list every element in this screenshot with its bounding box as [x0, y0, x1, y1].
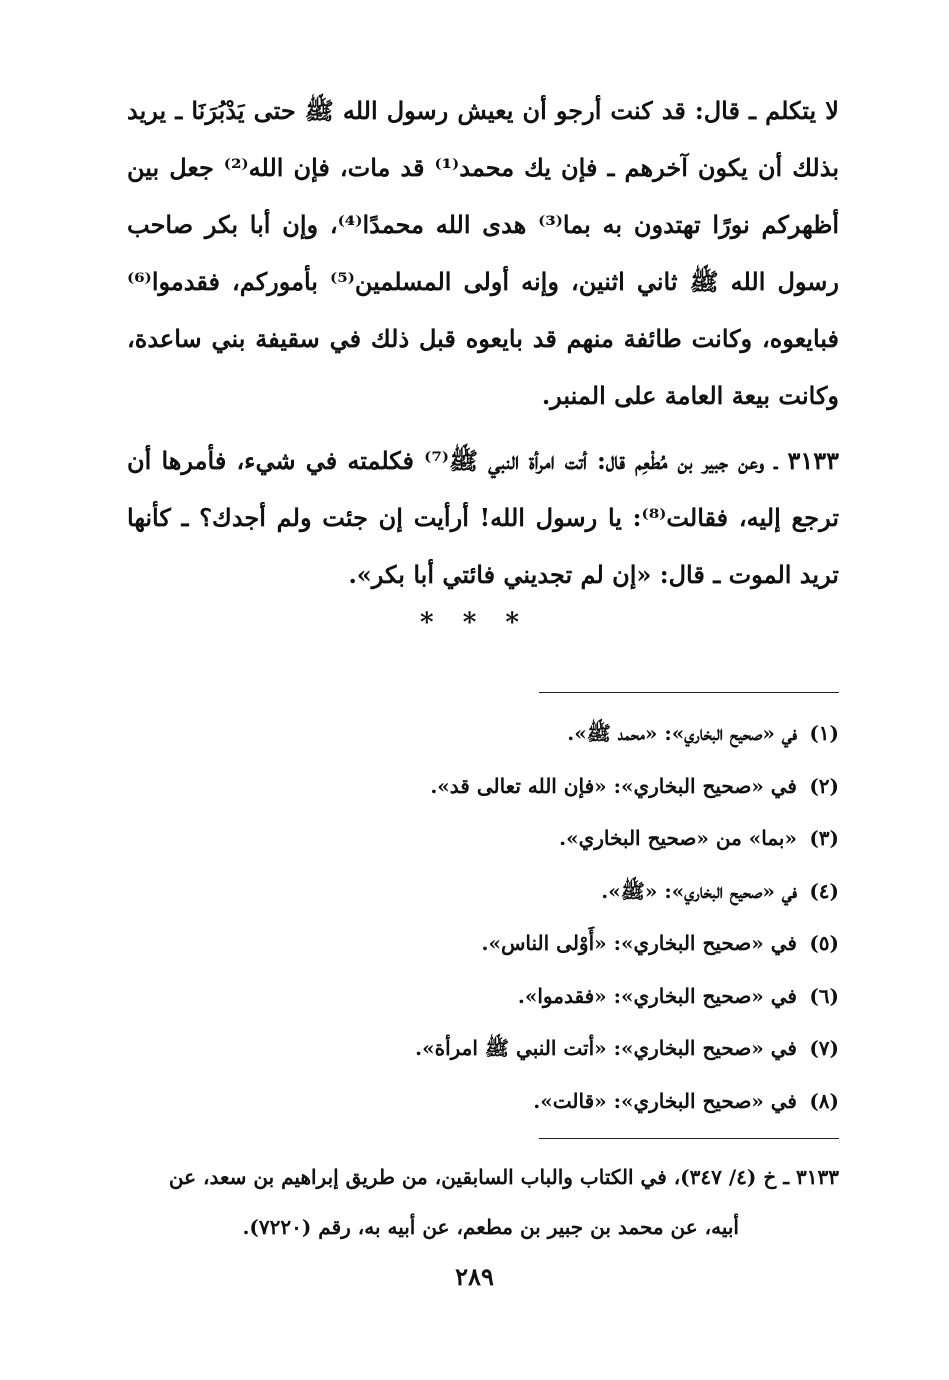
footnote-number: (٥): [809, 931, 839, 955]
footnote-5: [127, 917, 839, 970]
section-separator: * * *: [420, 608, 529, 638]
footnote-7: [127, 1022, 839, 1075]
footnote-text: في «صحيح البخاري»: «ﷺ».: [601, 878, 797, 903]
footnotes: [127, 707, 839, 1127]
page-number: ٢٨٩: [455, 1262, 494, 1291]
footnote-text: في «صحيح البخاري»: «أَوْلى الناس».: [481, 931, 797, 955]
source-note-line-1: ٣١٣٣ ـ خ (٤/ ٣٤٧)، في الكتاب والباب السابقين، من طريق إبراهيم بن سعد، عن: [168, 1165, 839, 1189]
hadith-number: ٣١٣٣: [787, 446, 839, 475]
main-text: [127, 82, 839, 603]
footnote-4: [127, 865, 839, 918]
footnote-2: [127, 760, 839, 813]
source-divider: [539, 1138, 839, 1139]
footnote-3: [127, 812, 839, 865]
footnote-divider: [539, 692, 839, 693]
footnote-text: في «صحيح البخاري»: «أتت النبي ﷺ امرأة».: [415, 1036, 797, 1060]
footnote-number: (٢): [809, 773, 839, 798]
footnote-number: (٦): [809, 983, 839, 1008]
footnote-number: (٧): [809, 1036, 839, 1060]
footnote-text: في «صحيح البخاري»: «قالت».: [533, 1088, 797, 1113]
paragraph-2: [127, 432, 839, 603]
footnote-text: في «صحيح البخاري»: «محمد ﷺ».: [567, 721, 797, 745]
footnote-text: في «صحيح البخاري»: «فقدموا».: [517, 983, 797, 1008]
footnote-text: في «صحيح البخاري»: «فإن الله تعالى قد».: [430, 773, 797, 798]
footnote-1: [127, 707, 839, 760]
paragraph-1: لا يتكلم ـ قال: قد كنت أرجو أن يعيش رسول الله ﷺ حتى يَدْبُرَنَا ـ يريد بذلك أن يكون آخرهم ـ فإن يك محمد⁽¹⁾ قد مات، فإن الله⁽²⁾ جعل بين أظهركم نورًا تهتدون به بما⁽³⁾ هدى الله محمدًا⁽⁴⁾، وإن أبا بكر صاحب رسول الله ﷺ ثاني اثنين، وإنه أولى المسلمين⁽⁵⁾ بأموركم، فقدموا⁽⁶⁾ فبايعوه، وكانت طائفة منهم قد بايعوه قبل ذلك في سقيفة بني ساعدة، وكانت بيعة العامة على المنبر.: [127, 96, 840, 410]
footnote-6: [127, 970, 839, 1023]
footnote-number: (٨): [809, 1088, 839, 1113]
paragraph-2-text: ـ وعن جبير بن مُطْعِم قال: أتت امرأة النبي ﷺ⁽⁷⁾ فكلمته في شيء، فأمرها أن ترجع إليه، فقالت⁽⁸⁾: يا رسول الله! أرأيت إن جئت ولم أجدك؟ ـ كأنها تريد الموت ـ قال: «إن لم تجديني فائتي أبا بكر».: [127, 446, 839, 589]
source-note: [127, 1152, 839, 1252]
footnote-number: (٣): [809, 826, 839, 850]
footnote-8: [127, 1075, 839, 1128]
footnote-number: (١): [809, 721, 839, 745]
source-note-line-2: أبيه، عن محمد بن جبير بن مطعم، عن أبيه به، رقم (٧٢٢٠).: [242, 1215, 739, 1239]
footnote-text: «بما» من «صحيح البخاري».: [559, 826, 797, 850]
footnote-number: (٤): [809, 878, 839, 903]
